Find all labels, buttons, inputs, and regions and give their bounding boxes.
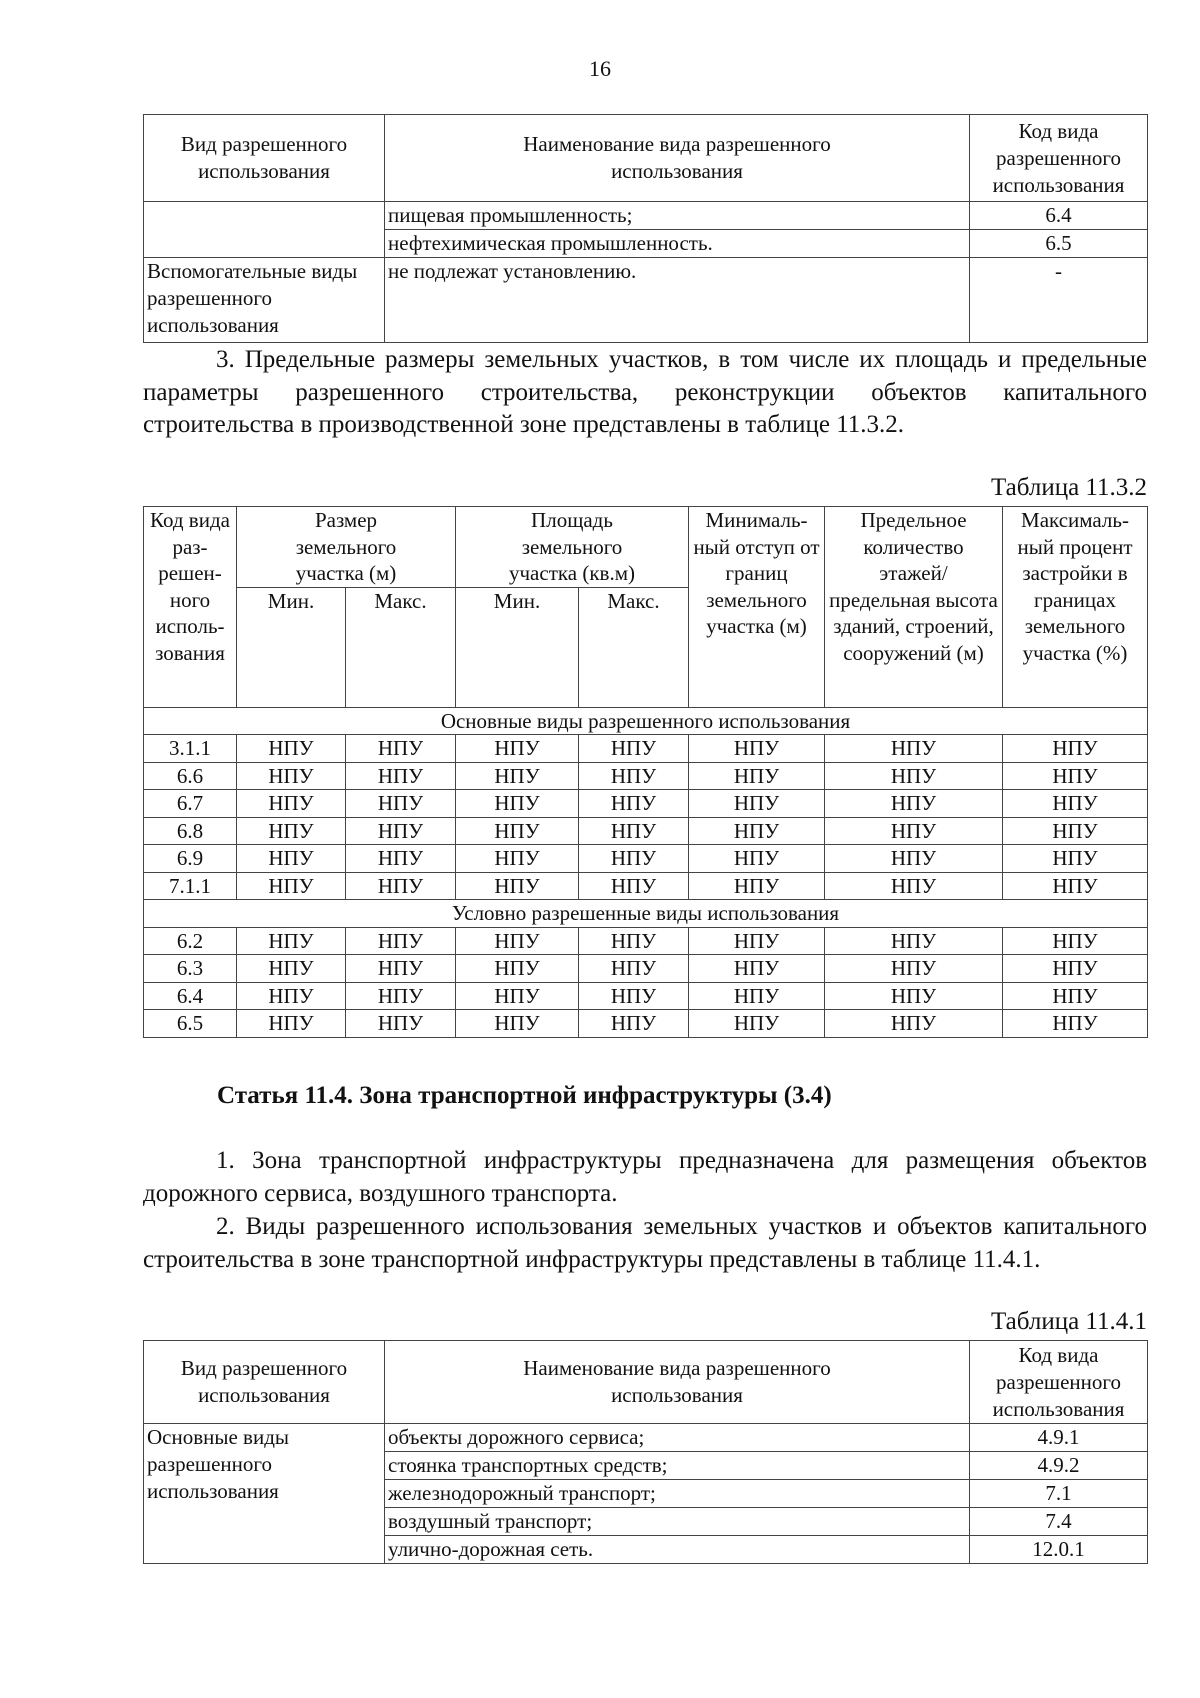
- page-number: 16: [589, 56, 611, 81]
- paragraph-zone-uses: 2. Виды разрешенного использования земельных участков и объектов капитального строительства в зоне транспортной инфраструктуры представлены в таблице 11.4.1.: [143, 1213, 1147, 1273]
- table-row: [144, 1010, 1148, 1038]
- row-value: НПУ: [237, 927, 346, 955]
- row-value: НПУ: [456, 845, 579, 873]
- table-cell-code: 6.4: [970, 202, 1148, 230]
- row-value: НПУ: [237, 872, 346, 900]
- table-cell-name: железнодорожный транспорт;: [385, 1480, 970, 1508]
- table-row: [144, 845, 1148, 873]
- table-cell-group: Основные виды разрешенного использования: [144, 1424, 385, 1564]
- row-value: НПУ: [579, 955, 689, 983]
- row-value: НПУ: [237, 982, 346, 1010]
- row-value: НПУ: [579, 982, 689, 1010]
- row-value: НПУ: [689, 982, 825, 1010]
- row-value: НПУ: [237, 735, 346, 763]
- row-value: НПУ: [689, 735, 825, 763]
- row-code: 6.2: [144, 927, 237, 955]
- table-cell-code: 4.9.2: [970, 1452, 1148, 1480]
- row-value: НПУ: [456, 790, 579, 818]
- row-value: НПУ: [689, 872, 825, 900]
- table-row: [144, 735, 1148, 763]
- table-row: [144, 927, 1148, 955]
- row-value: НПУ: [689, 790, 825, 818]
- row-code: 6.9: [144, 845, 237, 873]
- row-value: НПУ: [825, 817, 1003, 845]
- section-main-uses: Основные виды разрешенного использования: [144, 707, 1148, 735]
- header-size-max: Макс.: [346, 587, 456, 707]
- row-value: НПУ: [579, 790, 689, 818]
- row-value: НПУ: [825, 927, 1003, 955]
- row-value: НПУ: [1003, 1010, 1148, 1038]
- header-percent: Максималь-ный процент застройки в границах земельного участка (%): [1003, 507, 1148, 708]
- row-value: НПУ: [346, 735, 456, 763]
- row-value: НПУ: [456, 955, 579, 983]
- header-use-name: Наименование вида разрешенного использования: [385, 115, 970, 202]
- row-value: НПУ: [1003, 872, 1148, 900]
- table-row: [144, 955, 1148, 983]
- paragraph-zone-purpose: 1. Зона транспортной инфраструктуры предназначена для размещения объектов дорожного сервиса, воздушного транспорта.: [143, 1147, 1147, 1207]
- row-value: НПУ: [1003, 845, 1148, 873]
- row-value: НПУ: [346, 845, 456, 873]
- table-cell-code: 12.0.1: [970, 1536, 1148, 1564]
- row-code: 6.6: [144, 762, 237, 790]
- row-value: НПУ: [237, 762, 346, 790]
- row-value: НПУ: [579, 1010, 689, 1038]
- header-use-code: Код вида разрешенного использования: [970, 1341, 1148, 1424]
- table-cell-code: 7.1: [970, 1480, 1148, 1508]
- row-value: НПУ: [825, 845, 1003, 873]
- row-value: НПУ: [825, 872, 1003, 900]
- row-value: НПУ: [456, 817, 579, 845]
- row-value: НПУ: [1003, 790, 1148, 818]
- header-offset: Минималь-ный отступ от границ земельного участка (м): [689, 507, 825, 708]
- row-value: НПУ: [825, 762, 1003, 790]
- row-value: НПУ: [689, 927, 825, 955]
- row-value: НПУ: [346, 1010, 456, 1038]
- row-value: НПУ: [579, 735, 689, 763]
- row-value: НПУ: [825, 790, 1003, 818]
- row-value: НПУ: [579, 927, 689, 955]
- row-value: НПУ: [237, 845, 346, 873]
- row-value: НПУ: [579, 762, 689, 790]
- header-size: Размер земельного участка (м): [237, 507, 456, 588]
- header-area-max: Макс.: [579, 587, 689, 707]
- table-cell-name: воздушный транспорт;: [385, 1508, 970, 1536]
- table-cell-name: нефтехимическая промышленность.: [385, 230, 970, 258]
- paragraph-limits: 3. Предельные размеры земельных участков, в том числе их площадь и предельные параметры разрешенного строительства, реконструкции объектов капитального строительства в производственной зоне представлены в таблице 11.3.2.: [143, 346, 1147, 438]
- header-use-type: Вид разрешенного использования: [144, 1341, 385, 1424]
- row-value: НПУ: [579, 845, 689, 873]
- table-cell-name: стоянка транспортных средств;: [385, 1452, 970, 1480]
- header-area: Площадь земельного участка (кв.м): [456, 507, 689, 588]
- table-cell-code: -: [970, 258, 1148, 343]
- row-code: 6.4: [144, 982, 237, 1010]
- row-code: 6.7: [144, 790, 237, 818]
- table-row: [144, 982, 1148, 1010]
- row-value: НПУ: [825, 955, 1003, 983]
- row-value: НПУ: [689, 845, 825, 873]
- table-caption-11-4-1: Таблица 11.4.1: [991, 1308, 1147, 1335]
- row-code: 6.3: [144, 955, 237, 983]
- header-use-code: Код вида разрешенного использования: [970, 115, 1148, 202]
- row-value: НПУ: [456, 872, 579, 900]
- row-value: НПУ: [346, 982, 456, 1010]
- row-value: НПУ: [689, 762, 825, 790]
- table-row: [144, 872, 1148, 900]
- row-code: 6.5: [144, 1010, 237, 1038]
- row-value: НПУ: [1003, 955, 1148, 983]
- row-value: НПУ: [579, 872, 689, 900]
- row-code: 3.1.1: [144, 735, 237, 763]
- row-value: НПУ: [237, 790, 346, 818]
- row-value: НПУ: [825, 982, 1003, 1010]
- row-value: НПУ: [456, 1010, 579, 1038]
- row-code: 6.8: [144, 817, 237, 845]
- row-value: НПУ: [1003, 982, 1148, 1010]
- table-cell-code: 4.9.1: [970, 1424, 1148, 1452]
- limits-table: [143, 506, 1148, 1038]
- table-cell-code: 7.4: [970, 1508, 1148, 1536]
- transport-uses-table: [143, 1340, 1148, 1564]
- row-value: НПУ: [346, 762, 456, 790]
- row-value: НПУ: [346, 927, 456, 955]
- row-value: НПУ: [1003, 817, 1148, 845]
- permitted-use-table-continued: [143, 114, 1148, 343]
- row-value: НПУ: [346, 872, 456, 900]
- header-use-name: Наименование вида разрешенного использования: [385, 1341, 970, 1424]
- row-value: НПУ: [825, 735, 1003, 763]
- header-floors: Предельное количество этажей/ предельная высота зданий, строений, сооружений (м): [825, 507, 1003, 708]
- row-value: НПУ: [825, 1010, 1003, 1038]
- row-value: НПУ: [689, 1010, 825, 1038]
- row-value: НПУ: [346, 955, 456, 983]
- row-value: НПУ: [346, 817, 456, 845]
- row-value: НПУ: [237, 955, 346, 983]
- row-value: НПУ: [689, 817, 825, 845]
- header-size-min: Мин.: [237, 587, 346, 707]
- table-row: [144, 790, 1148, 818]
- row-value: НПУ: [456, 735, 579, 763]
- row-value: НПУ: [237, 1010, 346, 1038]
- row-value: НПУ: [237, 817, 346, 845]
- row-value: НПУ: [456, 762, 579, 790]
- row-value: НПУ: [456, 927, 579, 955]
- header-code: Код вида раз-решен-ного исполь-зования: [144, 507, 237, 708]
- row-value: НПУ: [1003, 762, 1148, 790]
- row-value: НПУ: [689, 955, 825, 983]
- table-row: [144, 762, 1148, 790]
- table-caption-11-3-2: Таблица 11.3.2: [991, 474, 1147, 501]
- header-area-min: Мин.: [456, 587, 579, 707]
- table-cell-name: не подлежат установлению.: [385, 258, 970, 343]
- section-conditional-uses: Условно разрешенные виды использования: [144, 900, 1148, 928]
- row-code: 7.1.1: [144, 872, 237, 900]
- table-cell-name: пищевая промышленность;: [385, 202, 970, 230]
- table-cell-code: 6.5: [970, 230, 1148, 258]
- row-value: НПУ: [346, 790, 456, 818]
- table-cell-name: объекты дорожного сервиса;: [385, 1424, 970, 1452]
- table-cell-group: Вспомогательные виды разрешенного использования: [144, 258, 385, 343]
- article-heading: Статья 11.4. Зона транспортной инфраструктуры (3.4): [217, 1082, 832, 1109]
- row-value: НПУ: [1003, 927, 1148, 955]
- row-value: НПУ: [456, 982, 579, 1010]
- row-value: НПУ: [1003, 735, 1148, 763]
- table-cell-group: [144, 202, 385, 258]
- table-row: [144, 817, 1148, 845]
- table-cell-name: улично-дорожная сеть.: [385, 1536, 970, 1564]
- header-use-type: Вид разрешенного использования: [144, 115, 385, 202]
- row-value: НПУ: [579, 817, 689, 845]
